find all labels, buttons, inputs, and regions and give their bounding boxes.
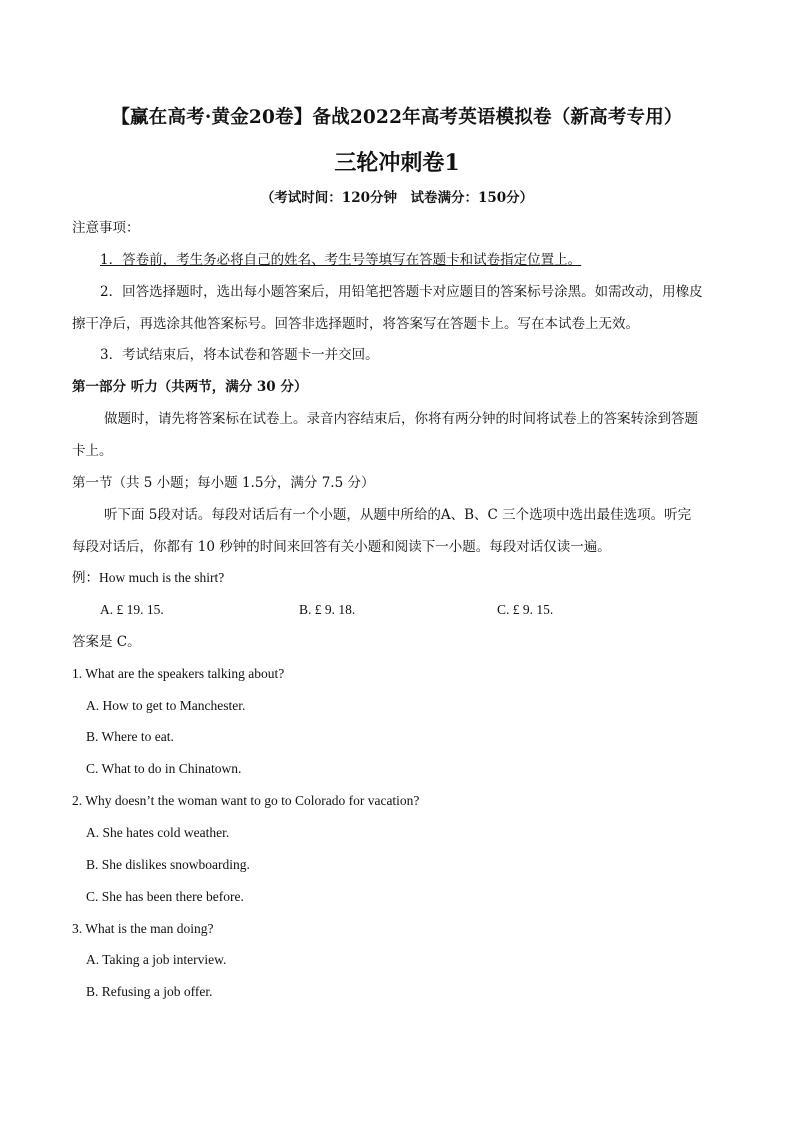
question-3-stem: 3. What is the man doing? <box>72 921 214 936</box>
example-answer: 答案是 C。 <box>72 634 141 650</box>
section1-intro-line-2: 每段对话后，你都有 10 秒钟的时间来回答有关小题和阅读下一小题。每段对话仅读一遍。 <box>72 539 611 555</box>
question-1-stem: 1. What are the speakers talking about? <box>72 666 285 681</box>
notice-item-2-line-2: 擦干净后，再选涂其他答案标号。回答非选择题时，将答案写在答题卡上。写在本试卷上无效。 <box>72 316 639 332</box>
question-1-option-b: B. Where to eat. <box>86 729 174 744</box>
example-option-c: C. £ 9. 15. <box>497 602 554 617</box>
part1-heading: 第一部分 听力（共两节，满分 30 分） <box>72 379 308 395</box>
exam-info: （考试时间：120分钟 试卷满分：150分） <box>260 190 534 206</box>
question-3-option-a: A. Taking a job interview. <box>86 952 227 967</box>
question-2-option-a: A. She hates cold weather. <box>86 825 230 840</box>
exam-title: 【赢在高考·黄金20卷】备战2022年高考英语模拟卷（新高考专用） <box>111 107 683 128</box>
example-option-a: A. £ 19. 15. <box>100 602 164 617</box>
question-1-option-a: A. How to get to Manchester. <box>86 698 246 713</box>
question-1-option-c: C. What to do in Chinatown. <box>86 761 242 776</box>
question-3-option-b: B. Refusing a job offer. <box>86 984 213 999</box>
part1-intro-line-2: 卡上。 <box>72 443 113 459</box>
section1-intro-line-1: 听下面 5段对话。每段对话后有一个小题，从题中所给的A、B、C 三个选项中选出最佳选项。听完 <box>104 507 692 523</box>
notice-item-1: 1．答卷前，考生务必将自己的姓名、考生号等填写在答题卡和试卷指定位置上。 <box>100 252 582 268</box>
question-2-stem: 2. Why doesn’t the woman want to go to Colorado for vacation? <box>72 793 420 808</box>
notice-item-2-line-1: 2．回答选择题时，选出每小题答案后，用铅笔把答题卡对应题目的答案标号涂黑。如需改动，用橡皮 <box>100 284 703 300</box>
section1-heading: 第一节（共 5 小题；每小题 1.5分，满分 7.5 分） <box>72 475 375 491</box>
notice-item-3: 3．考试结束后，将本试卷和答题卡一并交回。 <box>100 347 379 363</box>
example-option-b: B. £ 9. 18. <box>299 602 356 617</box>
part1-intro-line-1: 做题时，请先将答案标在试卷上。录音内容结束后，你将有两分钟的时间将试卷上的答案转涂到答题 <box>104 411 698 427</box>
example-question: 例：How much is the shirt? <box>72 570 225 585</box>
question-2-option-b: B. She dislikes snowboarding. <box>86 857 250 872</box>
exam-subtitle: 三轮冲刺卷1 <box>334 150 460 176</box>
notice-heading: 注意事项： <box>72 220 140 236</box>
question-2-option-c: C. She has been there before. <box>86 889 244 904</box>
